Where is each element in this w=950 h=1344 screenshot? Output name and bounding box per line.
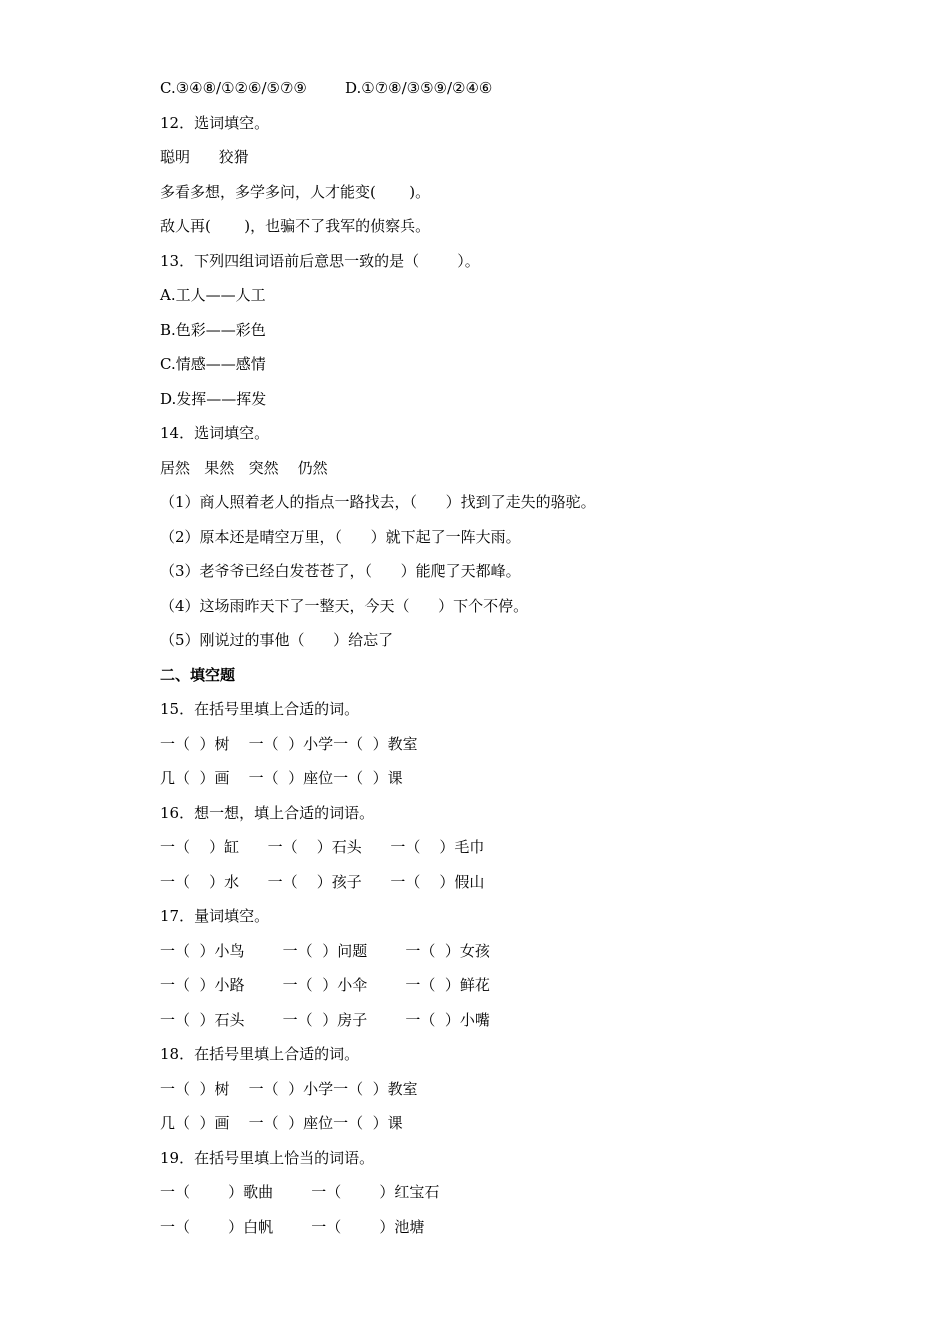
sentence-12-2: 敌人再( )，也骗不了我军的侦察兵。	[160, 217, 431, 235]
option-13-c: C.情感——感情	[160, 355, 266, 373]
fill-row-18-2: 几（ ）画 一（ ）座位一（ ）课	[160, 1114, 403, 1132]
sentence-14-5: （5）刚说过的事他（ ）给忘了	[160, 631, 394, 649]
fill-row-18-1: 一（ ）树 一（ ）小学一（ ）教室	[160, 1080, 418, 1098]
fill-row-15-2: 几（ ）画 一（ ）座位一（ ）课	[160, 769, 403, 787]
sentence-14-3: （3）老爷爷已经白发苍苍了，（ ）能爬了天都峰。	[160, 562, 521, 580]
question-13-title: 13．下列四组词语前后意思一致的是（ ）。	[160, 252, 480, 270]
fill-row-17-3: 一（ ）石头 一（ ）房子 一（ ）小嘴	[160, 1011, 490, 1029]
option-c-d-line: C.③④⑧/①②⑥/⑤⑦⑨ D.①⑦⑧/③⑤⑨/②④⑥	[160, 79, 493, 97]
question-17-title: 17．量词填空。	[160, 907, 270, 925]
question-14-title: 14．选词填空。	[160, 424, 270, 442]
fill-row-19-1: 一（ ）歌曲 一（ ）红宝石	[160, 1183, 440, 1201]
sentence-14-2: （2）原本还是晴空万里，（ ）就下起了一阵大雨。	[160, 528, 521, 546]
question-18-title: 18．在括号里填上合适的词。	[160, 1045, 360, 1063]
fill-row-16-1: 一（ ）缸 一（ ）石头 一（ ）毛巾	[160, 838, 485, 856]
question-16-title: 16．想一想，填上合适的词语。	[160, 804, 375, 822]
fill-row-17-2: 一（ ）小路 一（ ）小伞 一（ ）鲜花	[160, 976, 490, 994]
sentence-14-4: （4）这场雨昨天下了一整天，今天（ ）下个不停。	[160, 597, 529, 615]
fill-row-16-2: 一（ ）水 一（ ）孩子 一（ ）假山	[160, 873, 485, 891]
sentence-12-1: 多看多想，多学多问，人才能变( )。	[160, 183, 431, 201]
fill-row-19-2: 一（ ）白帆 一（ ）池塘	[160, 1218, 425, 1236]
option-13-a: A.工人——人工	[160, 286, 266, 304]
word-choices-12: 聪明 狡猾	[160, 148, 249, 166]
section-heading-fill-in: 二、填空题	[160, 666, 236, 684]
question-15-title: 15．在括号里填上合适的词。	[160, 700, 360, 718]
question-12-title: 12．选词填空。	[160, 114, 270, 132]
fill-row-15-1: 一（ ）树 一（ ）小学一（ ）教室	[160, 735, 418, 753]
question-19-title: 19．在括号里填上恰当的词语。	[160, 1149, 375, 1167]
sentence-14-1: （1）商人照着老人的指点一路找去，（ ）找到了走失的骆驼。	[160, 493, 596, 511]
fill-row-17-1: 一（ ）小鸟 一（ ）问题 一（ ）女孩	[160, 942, 490, 960]
option-13-d: D.发挥——挥发	[160, 390, 267, 408]
option-13-b: B.色彩——彩色	[160, 321, 266, 339]
word-choices-14: 居然 果然 突然 仍然	[160, 459, 328, 477]
